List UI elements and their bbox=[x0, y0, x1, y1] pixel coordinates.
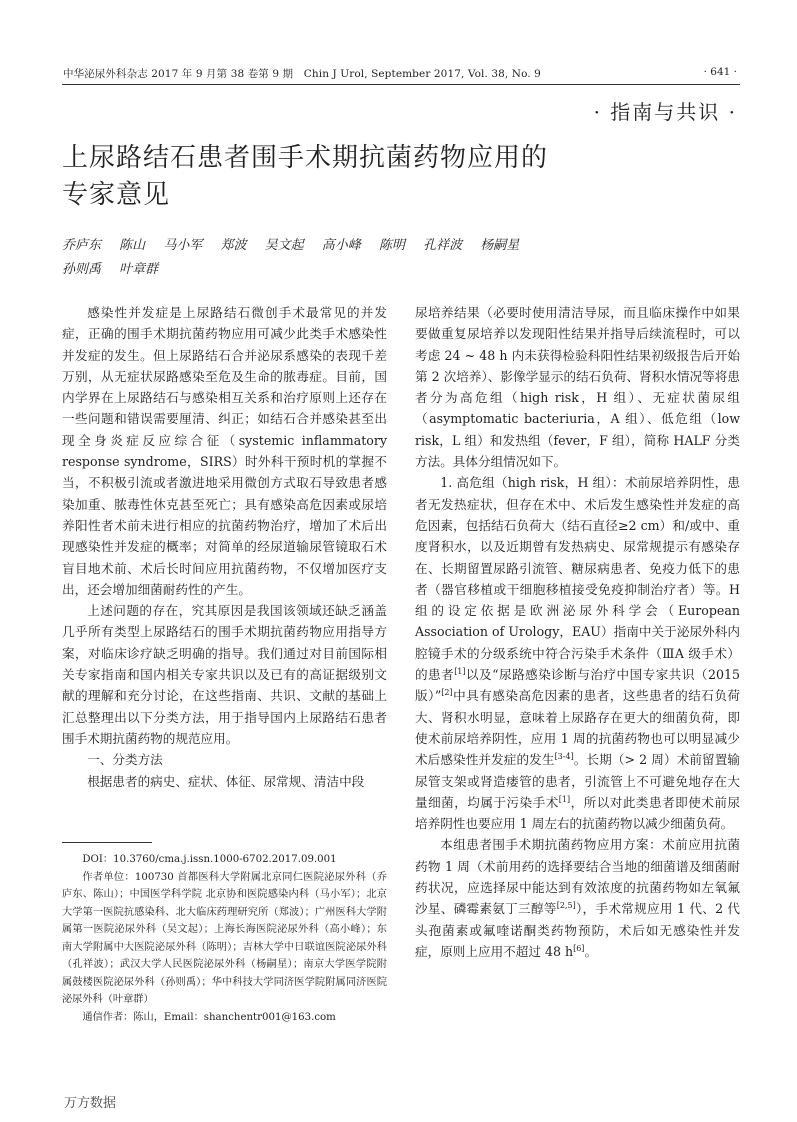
citation: [2,5] bbox=[556, 901, 576, 911]
author: 孔祥波 bbox=[423, 238, 463, 253]
text-segment: 。 bbox=[584, 943, 598, 959]
article-title bbox=[62, 140, 702, 214]
author: 高小峰 bbox=[321, 238, 361, 253]
left-column bbox=[62, 302, 387, 792]
citation: [2] bbox=[441, 688, 453, 698]
footnotes bbox=[62, 851, 387, 1026]
classification-paragraph: 尿培养结果（必要时使用清洁导尿，而且临床操作中如果要做重复尿培养以发现阳性结果并指导后续流程时，可以考虑 24 ~ 48 h 内未获得检验科阳性结果初级报告后开始第 2 次培养）、影像学显示的结石负荷、肾积水情况等将患者分为高危组（high risk，H 组）、无症状菌尿组（asymptomatic bacteriuria，A 组）、低危组（low risk，L 组）和发热组（fever，F 组），简称 HALF 分类方法。具体分组情况如下。 bbox=[415, 305, 740, 470]
text-segment: 本组患者围手术期抗菌药物应用方案：术前应用抗菌药物 1 周（术前用药的选择要结合当地的细菌谱及细菌耐药状况，应选择尿中能达到有效浓度的抗菌药物如左氧氟沙星、磷霉素氨丁三醇等 bbox=[415, 837, 740, 917]
author: 郑波 bbox=[220, 238, 247, 253]
citation: [3-4] bbox=[554, 752, 574, 762]
citation: [1] bbox=[558, 794, 571, 804]
page-number: · 641 · bbox=[703, 66, 737, 78]
author: 乔庐东 bbox=[62, 238, 102, 253]
title-line-2: 专家意见 bbox=[62, 180, 171, 210]
section-label: · 指南与共识 · bbox=[593, 100, 737, 124]
problem-paragraph: 上述问题的存在，究其原因是我国该领域还缺乏涵盖几乎所有类型上尿路结石的围手术期抗菌药物应用指导方案，对临床诊疗缺乏明确的指导。我们通过对目前国际相关专家指南和国内相关专家共识以及已有的高证据级别文献的理解和充分讨论，在这些指南、共识、文献的基础上汇总整理出以下分类方法，用于指导国内上尿路结石患者围手术期抗菌药物的规范应用。 bbox=[62, 603, 387, 746]
text-segment: 以及“尿路感染诊断与治疗中国专家共识（2015 版）” bbox=[415, 667, 741, 704]
author: 孙则禹 bbox=[62, 262, 102, 277]
right-column bbox=[415, 302, 740, 962]
text-segment: ），手术常规应用 1 代、2 代头孢菌素或氟喹诺酮类药物预防，术后如无感染性并发症，原则上应用不超过 48 h bbox=[415, 901, 740, 959]
author: 马小军 bbox=[163, 238, 203, 253]
text-segment: 1. 高危组（high risk，H 组）：术前尿培养阴性，患者无发热症状，但存在术中、术后发生感染性并发症的高危因素，包括结石负荷大（结石直径≥2 cm）和/或中、重度肾积水，以及近期曾有发热病史、尿常规提示有感染存在、长期留置尿路引流管、糖尿病患者、免疫力低下的患者（器官移植或干细胞移植接受免疫抑制治疗者）等。H 组的设定依据是欧洲泌尿外科学会（European Association of Urology，EAU）指南中关于泌尿外科内腔镜手术的分级系统中符合污染手术条件（ⅢA 级手术）的患者 bbox=[415, 475, 740, 683]
high-risk-paragraph bbox=[415, 472, 740, 834]
affiliations: 作者单位：100730 首都医科大学附属北京同仁医院泌尿外科（乔庐东、陈山）；中国医学科学院 北京协和医院感染内科（马小军）；北京大学第一医院抗感染科、北大临床药理研究所（郑波）；广州医科大学附属第一医院泌尿外科（吴文起）；上海长海医院泌尿外科（高小峰）；东南大学附属中大医院泌尿外科（陈明）；吉林大学中日联谊医院泌尿外科（孔祥波）；武汉大学人民医院泌尿外科（杨嗣星）；南京大学医学院附属鼓楼医院泌尿外科（孙则禹）；华中科技大学同济医学院附属同济医院泌尿外科（叶章群） bbox=[62, 871, 387, 1005]
author: 陈山 bbox=[119, 238, 146, 253]
intro-paragraph: 感染性并发症是上尿路结石微创手术最常见的并发症，正确的围手术期抗菌药物应用可减少此类手术感染性并发症的发生。但上尿路结石合并泌尿系感染的表现千差万别，从无症状尿路感染至危及生命的脓毒症。目前，国内学界在上尿路结石与感染相互关系和治疗原则上还存在一些问题和错误需要厘清、纠正；如结石合并感染甚至出现全身炎症反应综合征（systemic inflammatory response syndrome，SIRS）时外科干预时机的掌握不当，不积极引流或者激进地采用微创方式取石导致患者感染加重、脓毒性休克甚至死亡；具有感染高危因素或尿培养阳性者术前未进行相应的抗菌药物治疗，增加了术后出现感染性并发症的概率；对简单的经尿道输尿管镜取石术盲目地术前、术后长时间应用抗菌药物，不仅增加医疗支出，还会增加细菌耐药性的产生。 bbox=[62, 305, 387, 597]
treatment-paragraph bbox=[415, 834, 740, 962]
author: 吴文起 bbox=[264, 238, 304, 253]
citation: [6] bbox=[573, 943, 585, 953]
author: 叶章群 bbox=[119, 262, 159, 277]
watermark: 万方数据 bbox=[64, 1096, 117, 1111]
doi: DOI：10.3760/cma.j.issn.1000-6702.2017.09.001 bbox=[82, 854, 337, 865]
title-line-1: 上尿路结石患者围手术期抗菌药物应用的 bbox=[62, 143, 549, 173]
author-list bbox=[62, 234, 702, 282]
header-divider bbox=[62, 84, 740, 85]
text-segment: 中具有感染高危因素的患者，这些患者的结石负荷大、肾积水明显，意味着上尿路存在更大的细菌负荷，即使术前尿培养阴性，应用 1 周的抗菌药物也可以明显减少术后感染性并发症的发生 bbox=[415, 688, 740, 768]
footnote-divider bbox=[62, 842, 152, 843]
corresponding-author: 通信作者：陈山，Email：shanchentr001@163.com bbox=[82, 1011, 336, 1023]
journal-header: 中华泌尿外科杂志 2017 年 9 月第 38 卷第 9 期 Chin J Urol, September 2017, Vol. 38, No. 9 bbox=[63, 68, 541, 80]
author: 陈明 bbox=[378, 238, 405, 253]
text-segment: ，所以对此类患者即使术前尿培养阴性也要应用 1 周左右的抗菌药物以减少细菌负荷。 bbox=[415, 794, 741, 832]
text-segment: 。长期（> 2 周）术前留置输尿管支架或肾造瘘管的患者，引流管上不可避免地存在大量细菌，均属于污染手术 bbox=[415, 752, 741, 810]
citation: [1] bbox=[454, 666, 466, 676]
section-heading: 一、分类方法 bbox=[87, 752, 163, 768]
method-paragraph: 根据患者的病史、症状、体征、尿常规、清洁中段 bbox=[87, 773, 365, 789]
author: 杨嗣星 bbox=[480, 238, 520, 253]
